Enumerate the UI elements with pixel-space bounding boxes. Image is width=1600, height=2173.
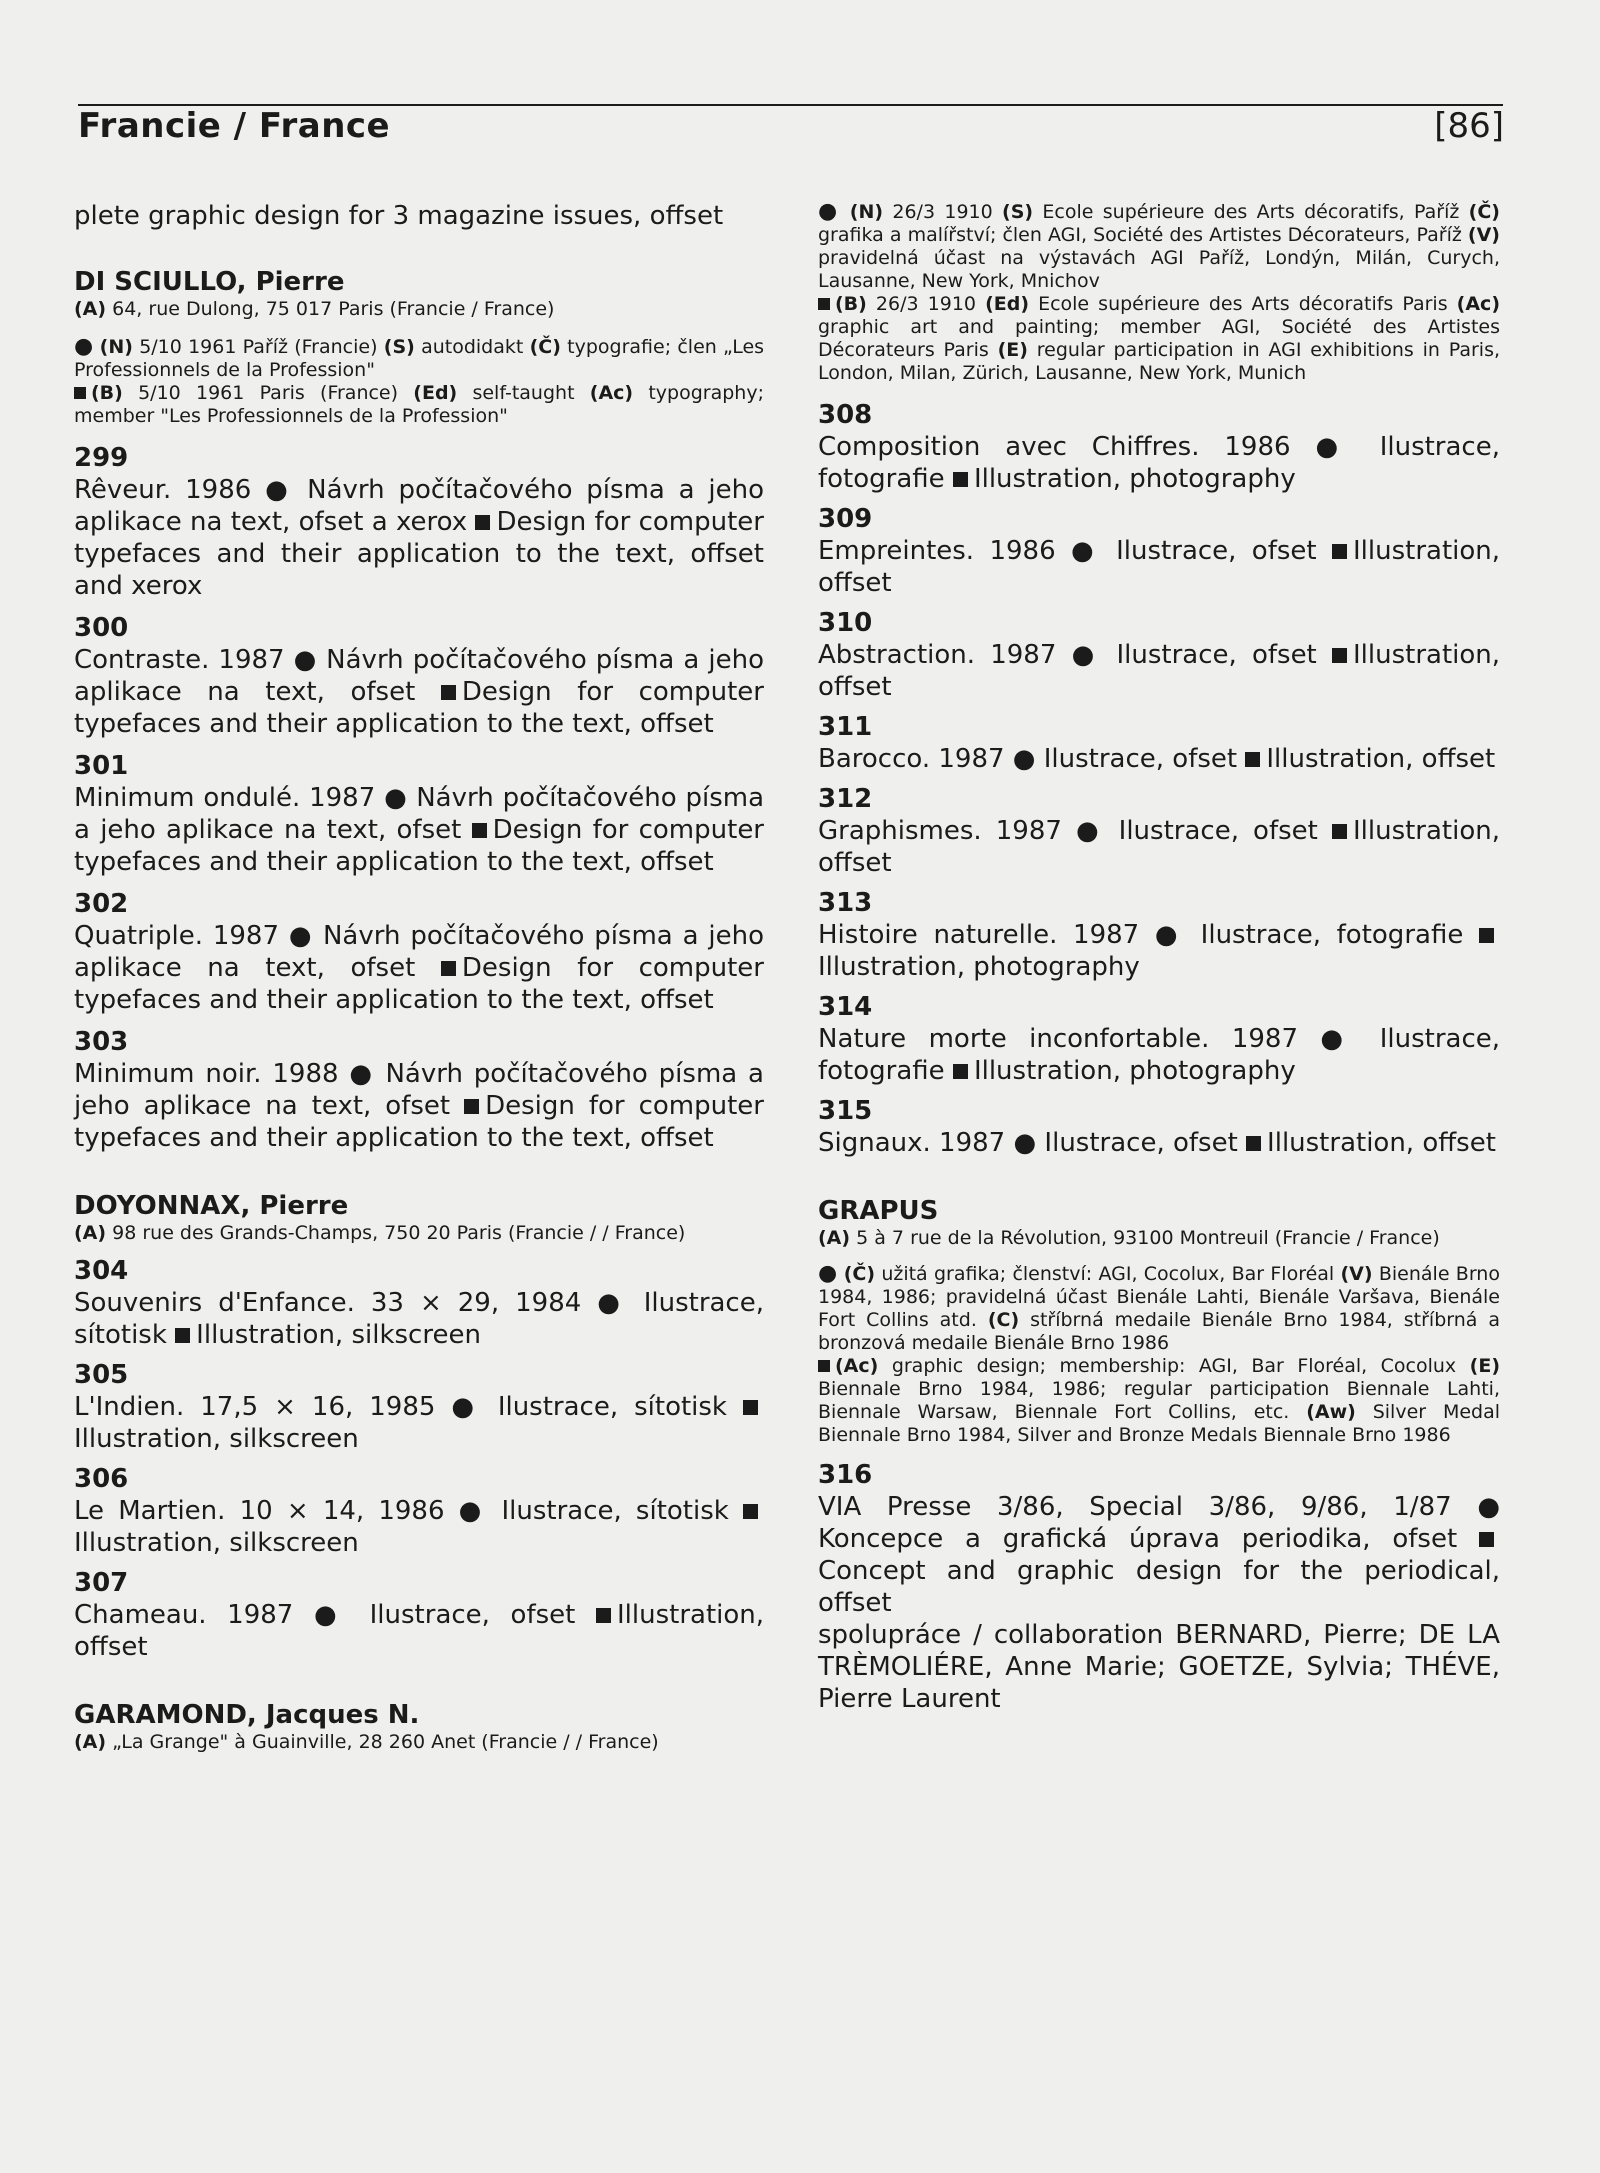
work-entry: Quatriple. 1987 ● Návrh počítačového písma a jeho aplikace na text, ofset Design for computer typefaces and their application to the text, offset <box>74 921 764 1015</box>
work-number: 301 <box>74 751 129 781</box>
work-number: 300 <box>74 613 129 643</box>
work-collaboration: spolupráce / collaboration BERNARD, Pierre; DE LA TRÈMOLIÉRE, Anne Marie; GOETZE, Sylvia; THÉVE, Pierre Laurent <box>818 1620 1500 1714</box>
work-entry: L'Indien. 17,5 × 16, 1985 ● Ilustrace, sítotisk Illustration, silkscreen <box>74 1391 764 1455</box>
artist-bio-cz: ● (N) 26/3 1910 (S) Ecole supérieure des Arts décoratifs, Paříž (Č) grafika a malířství; člen AGI, Société des Artistes Décorateurs, Paříž (V) pravidelná účast na výstavách AGI Paříž, Londýn, Milán, Curych, Lausanne, New York, Mnichov <box>818 199 1500 292</box>
work-number: 309 <box>818 504 873 534</box>
work-number: 315 <box>818 1096 873 1126</box>
work-entry: Graphismes. 1987 ● Ilustrace, ofset Illustration, offset <box>818 816 1500 878</box>
left-column <box>74 200 764 1754</box>
work-number: 314 <box>818 992 873 1022</box>
work-entry: Signaux. 1987 ● Ilustrace, ofset Illustration, offset <box>818 1128 1496 1158</box>
work-number: 306 <box>74 1464 129 1494</box>
work-entry: Composition avec Chiffres. 1986 ● Ilustrace, fotografie Illustration, photography <box>818 432 1500 494</box>
work-number: 308 <box>818 400 873 430</box>
work-number: 311 <box>818 712 873 742</box>
work-number: 312 <box>818 784 873 814</box>
work-number: 304 <box>74 1256 129 1286</box>
artist-bio-cz: ● (Č) užitá grafika; členství: AGI, Cocolux, Bar Floréal (V) Bienále Brno 1984, 1986; pravidelná účast Bienále Lahti, Bienále Varšava, Bienále Fort Collins atd. (C) stříbrná medaile Bienále Brno 1984, stříbrná a bronzová medaile Bienále Brno 1986 <box>818 1261 1500 1354</box>
artist-bio-en: (B) 5/10 1961 Paris (France) (Ed) self-taught (Ac) typography; member "Les Professionnels de la Profession" <box>74 382 764 427</box>
work-number: 303 <box>74 1027 129 1057</box>
work-entry: Minimum noir. 1988 ● Návrh počítačového písma a jeho aplikace na text, ofset Design for computer typefaces and their application to the text, offset <box>74 1059 764 1153</box>
artist-name: GRAPUS <box>818 1196 939 1226</box>
artist-address: (A) „La Grange" à Guainville, 28 260 Anet (Francie / / France) <box>74 1731 659 1753</box>
work-entry: Barocco. 1987 ● Ilustrace, ofset Illustration, offset <box>818 744 1496 774</box>
work-number: 316 <box>818 1460 873 1490</box>
work-entry: VIA Presse 3/86, Special 3/86, 9/86, 1/87 ● Koncepce a grafická úprava periodika, ofset Concept and graphic design for the periodical, offset <box>818 1492 1500 1618</box>
work-number: 305 <box>74 1360 129 1390</box>
work-entry: Minimum ondulé. 1987 ● Návrh počítačového písma a jeho aplikace na text, ofset Design for computer typefaces and their application to the text, offset <box>74 783 764 877</box>
work-entry: Souvenirs d'Enfance. 33 × 29, 1984 ● Ilustrace, sítotisk Illustration, silkscreen <box>74 1288 764 1350</box>
artist-bio-en: (Ac) graphic design; membership: AGI, Bar Floréal, Cocolux (E) Biennale Brno 1984, 1986; regular participation Biennale Lahti, Biennale Warsaw, Biennale Fort Collins, etc. (Aw) Silver Medal Biennale Brno 1984, Silver and Bronze Medals Biennale Brno 1986 <box>818 1355 1501 1446</box>
work-number: 313 <box>818 888 873 918</box>
artist-name: GARAMOND, Jacques N. <box>74 1700 420 1730</box>
work-entry: Chameau. 1987 ● Ilustrace, ofset Illustration, offset <box>74 1600 765 1662</box>
work-entry: Rêveur. 1986 ● Návrh počítačového písma a jeho aplikace na text, ofset a xerox Design for computer typefaces and their application to the text, offset and xerox <box>74 475 764 601</box>
artist-name: DI SCIULLO, Pierre <box>74 267 345 297</box>
work-entry: Le Martien. 10 × 14, 1986 ● Ilustrace, sítotisk Illustration, silkscreen <box>74 1495 764 1559</box>
artist-address: (A) 98 rue des Grands-Champs, 750 20 Paris (Francie / / France) <box>74 1222 686 1244</box>
work-number: 310 <box>818 608 873 638</box>
artist-bio-cz: ● (N) 5/10 1961 Paříž (Francie) (S) autodidakt (Č) typografie; člen „Les Professionnels de la Profession" <box>74 334 765 381</box>
artist-name: DOYONNAX, Pierre <box>74 1191 349 1221</box>
page-number: [86] <box>1434 106 1504 146</box>
work-number: 302 <box>74 889 129 919</box>
work-entry: Histoire naturelle. 1987 ● Ilustrace, fotografie Illustration, photography <box>818 919 1500 983</box>
work-entry: Contraste. 1987 ● Návrh počítačového písma a jeho aplikace na text, ofset Design for computer typefaces and their application to the text, offset <box>74 645 764 739</box>
work-entry: Abstraction. 1987 ● Ilustrace, ofset Illustration, offset <box>818 640 1501 702</box>
section-title: Francie / France <box>78 106 391 146</box>
artist-address: (A) 64, rue Dulong, 75 017 Paris (Francie / France) <box>74 298 555 320</box>
work-entry: Empreintes. 1986 ● Ilustrace, ofset Illustration, offset <box>818 536 1501 598</box>
work-entry: Nature morte inconfortable. 1987 ● Ilustrace, fotografie Illustration, photography <box>818 1024 1500 1086</box>
work-number: 307 <box>74 1568 129 1598</box>
intro-text: plete graphic design for 3 magazine issues, offset <box>74 201 724 231</box>
work-number: 299 <box>74 443 129 473</box>
artist-address: (A) 5 à 7 rue de la Révolution, 93100 Montreuil (Francie / France) <box>818 1227 1440 1249</box>
right-column <box>818 200 1500 1715</box>
artist-bio-en: (B) 26/3 1910 (Ed) Ecole supérieure des Arts décoratifs Paris (Ac) graphic art and painting; member AGI, Société des Artistes Décorateurs Paris (E) regular participation in AGI exhibitions in Paris, London, Milan, Zürich, Lausanne, New York, Munich <box>818 293 1501 384</box>
